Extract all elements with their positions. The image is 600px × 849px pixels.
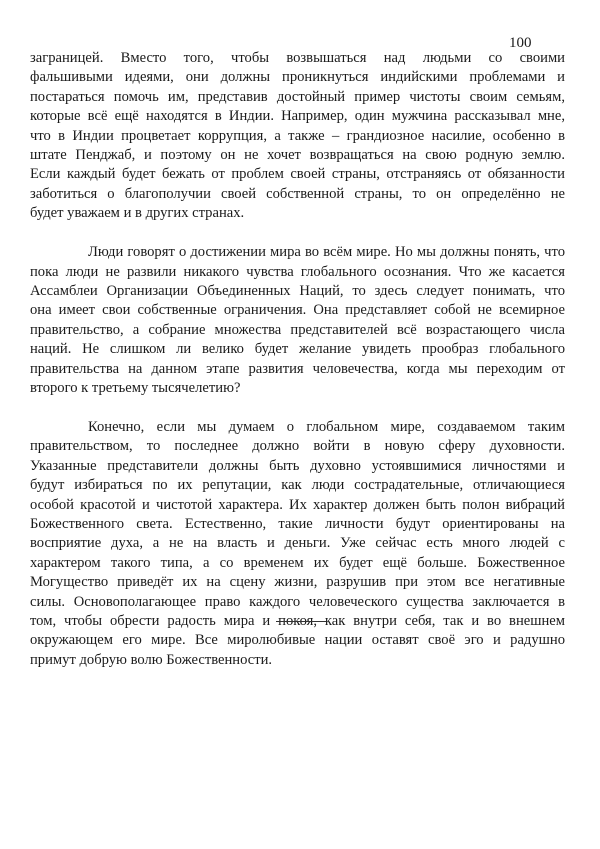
text-line: правительства на данном этапе развития человечества, когда мы переходим от [30,360,565,377]
text-line: окружающем его мире. Все миролюбивые нации оставят своё эго и радушно [30,632,565,649]
paragraph [30,49,565,224]
text-line: Если каждый будет бежать от проблем своей страны, отстраняясь от обязанности [30,166,565,183]
section-separator [276,621,326,622]
text-line: Конечно, если мы думаем о глобальном мире, создаваемом таким [88,418,565,435]
text-line: постараться помочь им, представив достойный пример чистоты своим семьям, [30,88,565,105]
text-line: Могущество приведёт их на сцену жизни, разрушив при этом все негативные [30,574,565,591]
text-line: второго к третьему тысячелетию? [30,380,241,396]
text-line: фальшивыми идеями, они должны проникнуться индийскими проблемами и [30,69,565,86]
text-line: Ассамблеи Организации Объединенных Наций, то здесь следует понимать, что [30,282,565,299]
paragraph [30,243,565,398]
text-line: штате Пенджаб, и поэтому он не хочет возвращаться на свою родную землю. [30,147,565,164]
text-line: заботиться о благополучии своей собственной страны, то он определённо не [30,185,565,202]
text-line: что в Индии процветает коррупция, а также – грандиозное насилие, особенно в [30,127,565,144]
paragraph [30,418,565,670]
text-line: Указанные представители должны быть духовно устоявшимися личностями и [30,457,565,474]
text-line: Люди говорят о достижении мира во всём мире. Но мы должны понять, что [88,244,565,261]
text-line: она имеет свои собственные ограничения. Она представляет собой не всемирное [30,302,565,319]
page-number: 100 [509,35,532,51]
text-line: будут избираться по их репутации, как люди сострадательные, отличающиеся [30,477,565,494]
text-line: правительство, а собрание множества представителей всё возрастающего числа [30,321,565,338]
text-line: особой красотой и чистотой характера. Их характер должен быть полон вибраций [30,496,565,513]
text-line: заграницей. Вместо того, чтобы возвышаться над людьми со своими [30,50,565,66]
text-line: будет уважаем и в других странах. [30,205,245,222]
text-line: правительством, то последнее должно войти в новую сферу духовности. [30,438,565,455]
text-line: примут добрую волю Божественности. [30,651,273,668]
text-line: том, чтобы обрести радость мира и покоя, как внутри себя, так и во внешнем [30,612,565,629]
text-line: Божественного света. Естественно, такие личности будут ориентированы на [30,515,565,532]
text-line: силы. Основополагающее право каждого человеческого существа заключается в [30,593,565,610]
text-line: пока люди не развили никакого чувства глобального осознания. Что же касается [30,263,565,280]
text-line: восприятие духа, а не на власть и деньги. Уже сейчас есть много людей с [30,535,565,552]
text-line: наций. Не слишком ли велико будет желание увидеть прообраз глобального [30,341,565,358]
document-body [30,49,565,690]
text-line: которые всё ещё находятся в Индии. Например, один мужчина рассказывал мне, [30,108,565,125]
text-line: характером такого типа, а со временем их будет ещё больше. Божественное [30,554,565,571]
